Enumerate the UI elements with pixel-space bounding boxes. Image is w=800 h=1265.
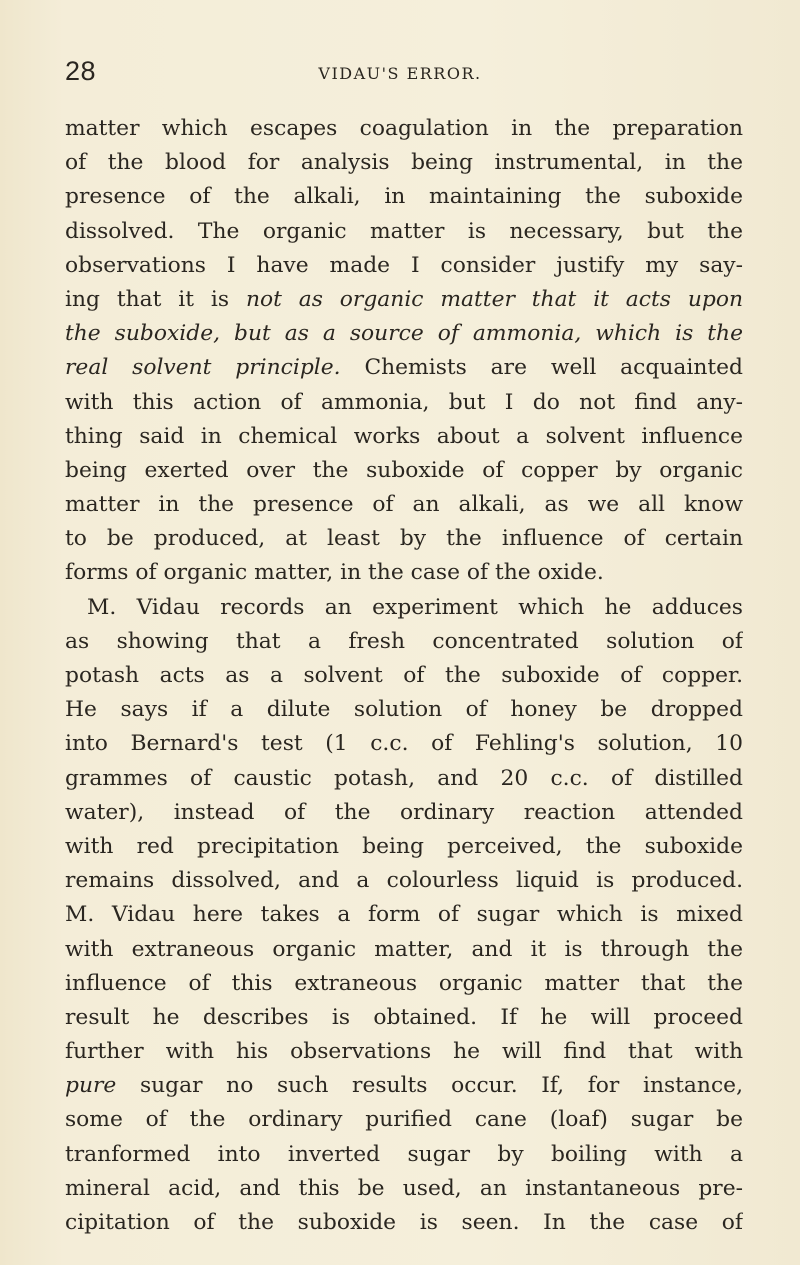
text-line: cipitation of the suboxide is seen. In the case of	[65, 1210, 743, 1235]
text-span: ing that it is	[65, 286, 246, 312]
page-number: 28	[65, 56, 97, 86]
text-line: He says if a dilute solution of honey be dropped	[65, 697, 743, 723]
text-line	[65, 1069, 743, 1103]
text-line: matter in the presence of an alkali, as we all know	[65, 492, 743, 518]
page-header	[0, 52, 800, 92]
text-line: result he describes is obtained. If he will proceed	[65, 1004, 743, 1030]
text-line: tranformed into inverted sugar by boiling with a	[65, 1141, 743, 1167]
text-line: water), instead of the ordinary reaction attended	[65, 799, 743, 825]
italic-text: real solvent principle.	[65, 355, 341, 381]
text-line: observations I have made I consider justify my say-	[65, 252, 743, 278]
text-line	[65, 317, 743, 351]
text-line: matter which escapes coagulation in the preparation	[65, 116, 743, 141]
text-line: with extraneous organic matter, and it is through the	[65, 936, 743, 962]
text-line: further with his observations he will find that with	[65, 1039, 743, 1065]
italic-text: not as organic matter that it acts upon	[245, 286, 743, 312]
text-line: of the blood for analysis being instrumental, in the	[65, 150, 743, 176]
italic-text: the suboxide, but as a source of ammonia, which is the	[65, 321, 743, 347]
text-line: as showing that a fresh concentrated solution of	[65, 628, 743, 654]
running-head: VIDAU'S ERROR.	[318, 64, 482, 83]
text-line: grammes of caustic potash, and 20 c.c. of distilled	[65, 765, 743, 791]
text-line: to be produced, at least by the influence of certain	[65, 526, 743, 552]
text-span: sugar no such results occur. If, for instance,	[116, 1073, 743, 1099]
text-line: potash acts as a solvent of the suboxide of copper.	[65, 663, 743, 688]
text-span: Chemists are well acquainted	[340, 355, 743, 381]
text-line: with this action of ammonia, but I do not find any-	[65, 389, 743, 415]
text-line: remains dissolved, and a colourless liquid is produced.	[65, 868, 743, 894]
text-line: with red precipitation being perceived, the suboxide	[65, 833, 743, 859]
text-line: forms of organic matter, in the case of the oxide.	[65, 560, 604, 586]
text-line: mineral acid, and this be used, an instantaneous pre-	[65, 1175, 743, 1201]
text-line: dissolved. The organic matter is necessary, but the	[65, 218, 743, 244]
text-line: some of the ordinary purified cane (loaf) sugar be	[65, 1107, 743, 1133]
text-line: thing said in chemical works about a solvent influence	[65, 423, 743, 449]
text-line	[65, 351, 743, 385]
text-line: M. Vidau here takes a form of sugar which is mixed	[65, 902, 743, 928]
body-text	[65, 112, 743, 1240]
italic-text: pure	[65, 1073, 117, 1099]
text-line: influence of this extraneous organic matter that the	[65, 970, 743, 996]
text-line: being exerted over the suboxide of copper by organic	[65, 457, 743, 483]
text-line	[65, 283, 743, 317]
text-line: presence of the alkali, in maintaining the suboxide	[65, 184, 743, 210]
text-line: into Bernard's test (1 c.c. of Fehling's solution, 10	[65, 731, 743, 757]
text-line: M. Vidau records an experiment which he adduces	[87, 594, 743, 620]
